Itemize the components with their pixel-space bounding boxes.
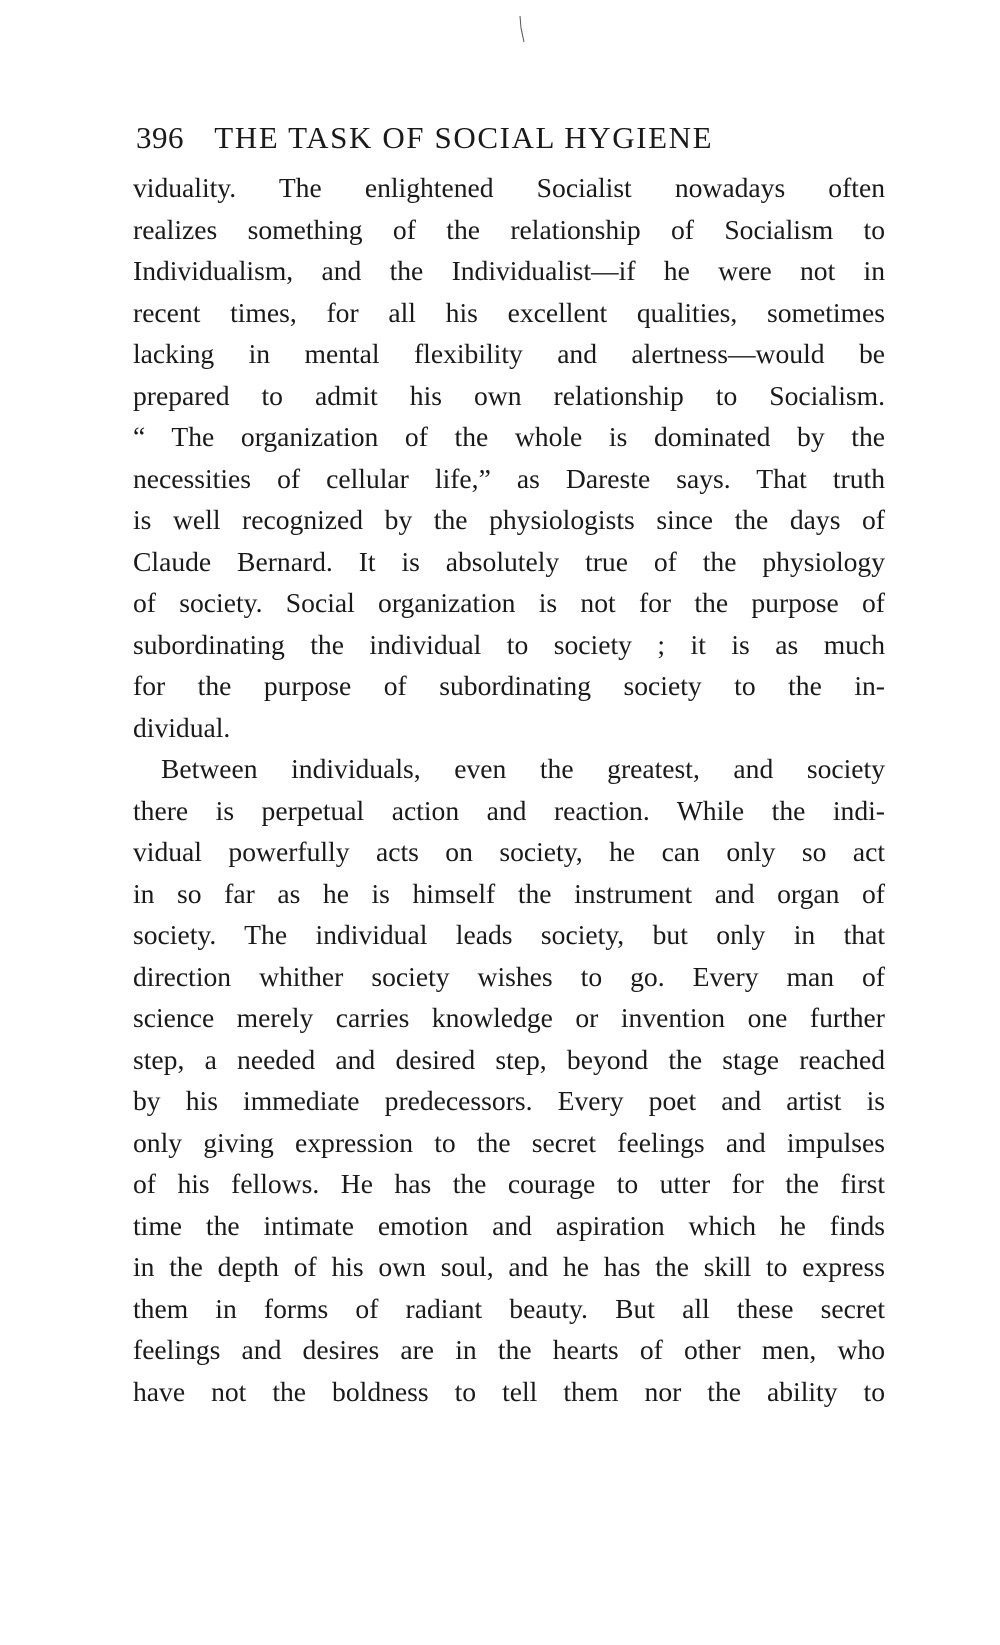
text-line: vidual powerfully acts on society, he can only so act [133,836,885,867]
text-line: feelings and desires are in the hearts of other men, who [133,1334,885,1365]
text-line: Individualism, and the Individualist—if he were not in [133,255,885,286]
text-line: society. The individual leads society, but only in that [133,919,885,950]
text-line: recent times, for all his excellent qualities, sometimes [133,296,885,328]
text-line: dividual. [133,711,231,743]
text-line: is well recognized by the physiologists since the days of [133,504,885,535]
text-line: there is perpetual action and reaction. While the indi- [133,794,885,826]
text-line: Between individuals, even the greatest, and society [161,753,885,784]
paragraph [133,748,885,1412]
text-line: in so far as he is himself the instrument and organ of [133,877,885,909]
text-line: viduality. The enlightened Socialist nowadays often [133,172,885,203]
text-line: by his immediate predecessors. Every poet and artist is [133,1085,885,1116]
text-line: subordinating the individual to society ; it is as much [133,628,885,660]
text-line: of his fellows. He has the courage to utter for the first [133,1168,885,1199]
text-line: science merely carries knowledge or invention one further [133,1002,885,1033]
text-line: time the intimate emotion and aspiration which he finds [133,1209,885,1241]
pencil-mark [517,14,527,44]
text-line: realizes something of the relationship of Socialism to [133,213,885,245]
body-text [133,167,885,1412]
text-line: direction whither society wishes to go. Every man of [133,960,885,992]
text-line: for the purpose of subordinating society to the in- [133,670,885,701]
running-head: THE TASK OF SOCIAL HYGIENE [214,120,714,155]
text-line: of society. Social organization is not for the purpose of [133,587,885,618]
text-line: only giving expression to the secret feelings and impulses [133,1126,885,1158]
text-line: necessities of cellular life,” as Dareste says. That truth [133,462,885,494]
text-line: have not the boldness to tell them nor the ability to [133,1375,885,1407]
paragraph [133,167,885,748]
page-header [136,118,896,158]
text-line: “ The organization of the whole is dominated by the [133,421,885,452]
text-line: prepared to admit his own relationship to Socialism. [133,379,885,411]
text-line: Claude Bernard. It is absolutely true of the physiology [133,545,885,577]
text-line: in the depth of his own soul, and he has the skill to express [133,1251,885,1282]
text-line: lacking in mental flexibility and alertness—would be [133,338,885,369]
page-number: 396 [136,120,184,155]
text-line: step, a needed and desired step, beyond the stage reached [133,1043,885,1075]
text-line: them in forms of radiant beauty. But all these secret [133,1292,885,1324]
